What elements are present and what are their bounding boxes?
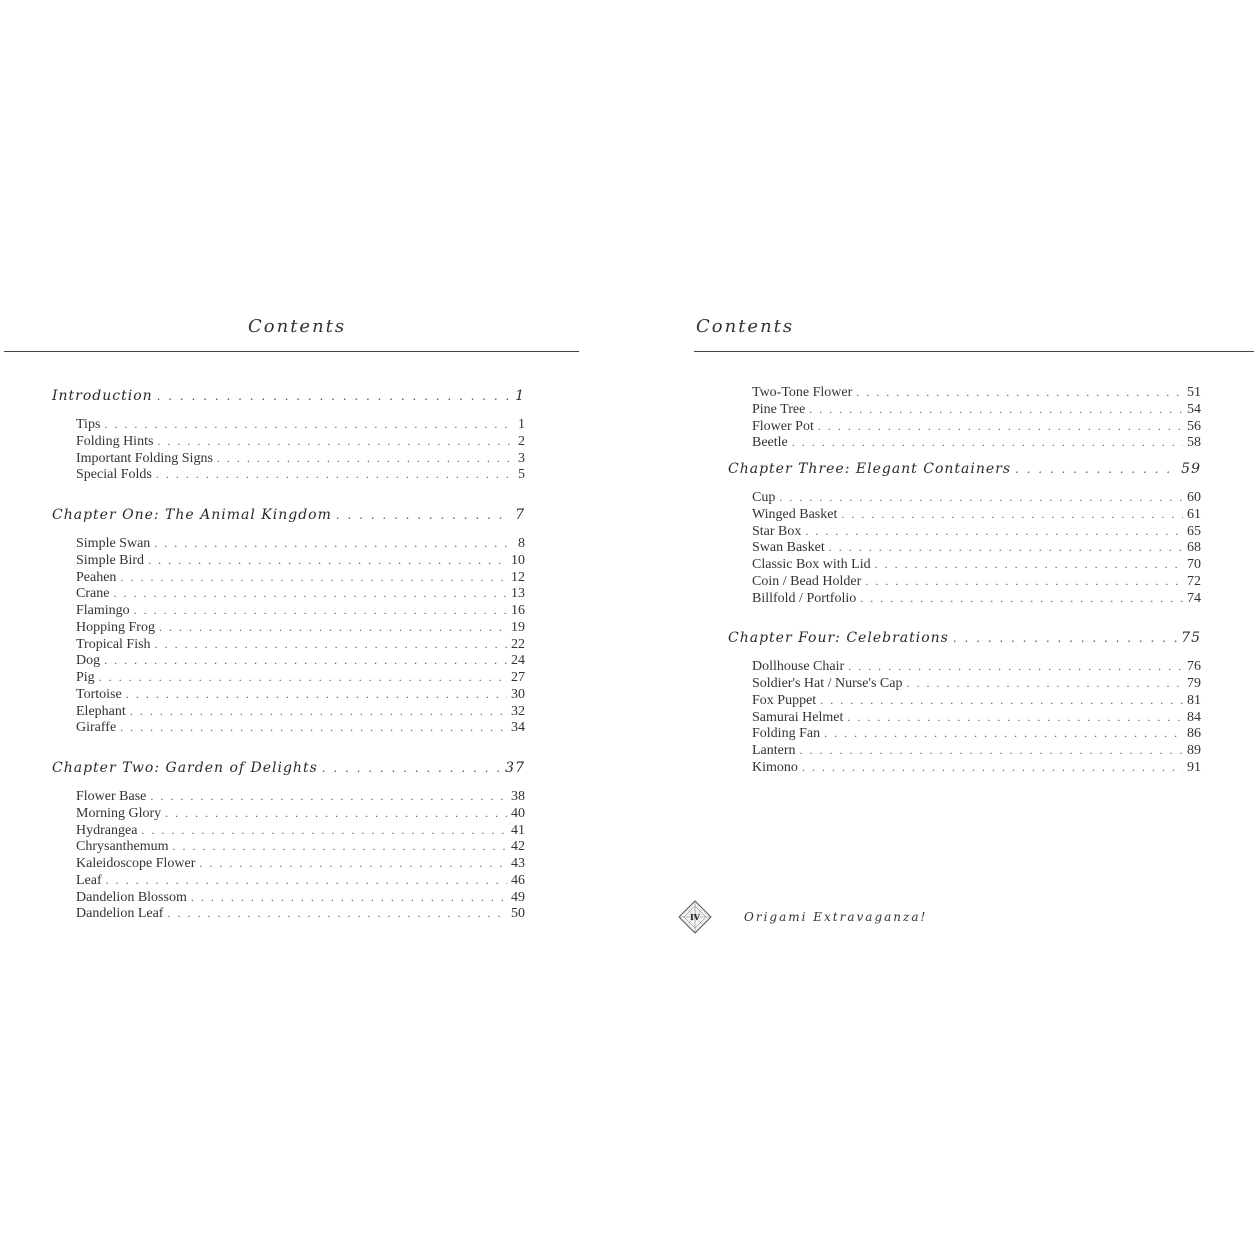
toc-entry-page-number: 34 bbox=[511, 720, 525, 736]
toc-entry-label: Swan Basket bbox=[752, 540, 825, 556]
toc-entry-label: Leaf bbox=[76, 872, 102, 888]
book-title: Origami Extravaganza! bbox=[744, 910, 928, 924]
toc-entry-page-number: 12 bbox=[511, 569, 525, 585]
left-page-header: Contents bbox=[248, 316, 347, 337]
toc-entry[interactable] bbox=[76, 652, 525, 669]
toc-entry-label: Kimono bbox=[752, 759, 798, 775]
dot-leader bbox=[157, 433, 514, 450]
toc-entry-page-number: 41 bbox=[511, 822, 525, 838]
chapter-heading[interactable] bbox=[52, 756, 525, 780]
dot-leader bbox=[191, 889, 507, 906]
toc-entry-label: Flower Pot bbox=[752, 418, 814, 434]
toc-entry-page-number: 50 bbox=[511, 906, 525, 922]
toc-entry[interactable] bbox=[752, 523, 1201, 540]
toc-entry-page-number: 3 bbox=[518, 450, 525, 466]
chapter-heading-label: Chapter Three: Elegant Containers bbox=[728, 461, 1012, 477]
right-page bbox=[628, 0, 1257, 1257]
toc-entry-label: Fox Puppet bbox=[752, 692, 817, 708]
toc-entry-page-number: 49 bbox=[511, 889, 525, 905]
dot-leader bbox=[104, 416, 514, 433]
dot-leader bbox=[802, 759, 1183, 776]
toc-entry-page-number: 89 bbox=[1187, 743, 1201, 758]
toc-entry[interactable] bbox=[752, 725, 1201, 742]
toc-entry[interactable] bbox=[76, 788, 525, 805]
dot-leader bbox=[848, 658, 1183, 675]
chapter-heading[interactable] bbox=[52, 384, 525, 408]
toc-entry[interactable] bbox=[76, 416, 525, 433]
page-number-badge bbox=[678, 900, 712, 934]
toc-entry-page-number: 32 bbox=[511, 703, 525, 719]
dot-leader bbox=[336, 503, 511, 527]
toc-entry-page-number: 27 bbox=[511, 670, 525, 685]
chapter-heading-label: Chapter Two: Garden of Delights bbox=[52, 760, 318, 776]
chapter-heading-page-number: 75 bbox=[1181, 630, 1201, 647]
dot-leader bbox=[779, 489, 1183, 506]
toc-entry-page-number: 13 bbox=[511, 586, 525, 602]
toc-entry-label: Billfold / Portfolio bbox=[752, 590, 857, 606]
spacer bbox=[52, 736, 525, 756]
toc-entry[interactable] bbox=[752, 489, 1201, 506]
left-toc bbox=[52, 384, 525, 922]
toc-entry-page-number: 56 bbox=[1187, 418, 1201, 434]
toc-entry-label: Star Box bbox=[752, 523, 802, 539]
toc-entry[interactable] bbox=[76, 669, 525, 686]
toc-entry-page-number: 22 bbox=[511, 636, 525, 652]
dot-leader bbox=[106, 872, 507, 889]
dot-leader bbox=[104, 652, 507, 669]
toc-entry[interactable] bbox=[752, 709, 1201, 726]
chapter-entries bbox=[52, 416, 525, 483]
chapter-entries bbox=[52, 788, 525, 922]
toc-entry-label: Simple Bird bbox=[76, 552, 145, 568]
toc-entry-label: Dandelion Leaf bbox=[76, 906, 164, 922]
toc-entry-label: Important Folding Signs bbox=[76, 450, 213, 466]
dot-leader bbox=[134, 602, 507, 619]
dot-leader bbox=[165, 805, 507, 822]
toc-entry-page-number: 19 bbox=[511, 619, 525, 635]
toc-entry[interactable] bbox=[76, 602, 525, 619]
toc-entry[interactable] bbox=[752, 539, 1201, 556]
toc-entry-page-number: 91 bbox=[1187, 759, 1201, 775]
toc-entry-page-number: 74 bbox=[1187, 590, 1201, 606]
dot-leader bbox=[99, 669, 507, 686]
toc-entry-page-number: 76 bbox=[1187, 659, 1201, 675]
toc-entry[interactable] bbox=[76, 855, 525, 872]
toc-entry[interactable] bbox=[76, 552, 525, 569]
left-header-rule bbox=[4, 351, 579, 352]
toc-entry-label: Hopping Frog bbox=[76, 619, 155, 635]
toc-entry-label: Cup bbox=[752, 490, 776, 505]
dot-leader bbox=[159, 619, 507, 636]
toc-entry[interactable] bbox=[752, 556, 1201, 573]
toc-entry-page-number: 61 bbox=[1187, 506, 1201, 522]
toc-entry-label: Pig bbox=[76, 670, 95, 685]
dot-leader bbox=[847, 709, 1183, 726]
toc-entry-label: Samurai Helmet bbox=[752, 709, 844, 725]
spacer bbox=[52, 408, 525, 416]
dot-leader bbox=[805, 523, 1183, 540]
dot-leader bbox=[860, 590, 1183, 607]
dot-leader bbox=[141, 822, 507, 839]
toc-entry-page-number: 84 bbox=[1187, 709, 1201, 725]
chapter-entries bbox=[52, 535, 525, 736]
toc-entry-label: Beetle bbox=[752, 435, 788, 451]
toc-entry[interactable] bbox=[76, 686, 525, 703]
toc-entry[interactable] bbox=[76, 889, 525, 906]
chapter-heading[interactable] bbox=[728, 457, 1201, 481]
toc-entry-page-number: 2 bbox=[518, 433, 525, 449]
toc-entry-page-number: 24 bbox=[511, 653, 525, 669]
dot-leader bbox=[120, 719, 507, 736]
toc-entry-label: Classic Box with Lid bbox=[752, 557, 871, 572]
dot-leader bbox=[150, 788, 507, 805]
dot-leader bbox=[841, 506, 1183, 523]
dot-leader bbox=[824, 725, 1183, 742]
chapter-heading-label: Chapter Four: Celebrations bbox=[728, 630, 949, 647]
toc-entry-label: Dandelion Blossom bbox=[76, 889, 187, 905]
toc-entry[interactable] bbox=[752, 590, 1201, 607]
toc-entry[interactable] bbox=[76, 822, 525, 839]
toc-entry[interactable] bbox=[752, 742, 1201, 759]
toc-entry[interactable] bbox=[752, 658, 1201, 675]
toc-entry[interactable] bbox=[76, 805, 525, 822]
toc-entry[interactable] bbox=[76, 619, 525, 636]
toc-entry-label: Dollhouse Chair bbox=[752, 659, 845, 675]
dot-leader bbox=[1015, 457, 1177, 481]
dot-leader bbox=[856, 384, 1183, 401]
toc-entry[interactable] bbox=[752, 692, 1201, 709]
right-page-header: Contents bbox=[696, 316, 795, 337]
toc-entry[interactable] bbox=[752, 506, 1201, 523]
right-sections bbox=[728, 457, 1201, 776]
toc-entry-page-number: 46 bbox=[511, 872, 525, 888]
toc-entry[interactable] bbox=[752, 675, 1201, 692]
dot-leader bbox=[167, 905, 507, 922]
toc-entry[interactable] bbox=[76, 466, 525, 483]
toc-entry-page-number: 86 bbox=[1187, 726, 1201, 742]
toc-entry-page-number: 30 bbox=[511, 686, 525, 702]
toc-entry-label: Soldier's Hat / Nurse's Cap bbox=[752, 676, 903, 691]
chapter-heading[interactable] bbox=[52, 503, 525, 527]
toc-entry-page-number: 58 bbox=[1187, 435, 1201, 451]
toc-entry-label: Hydrangea bbox=[76, 822, 138, 838]
toc-entry-label: Flower Base bbox=[76, 789, 147, 804]
toc-entry-page-number: 70 bbox=[1187, 557, 1201, 572]
toc-entry-label: Crane bbox=[76, 586, 110, 602]
toc-entry[interactable] bbox=[76, 703, 525, 720]
toc-entry-label: Two-Tone Flower bbox=[752, 385, 853, 400]
chapter-heading-label: Chapter One: The Animal Kingdom bbox=[52, 507, 332, 523]
toc-entry[interactable] bbox=[752, 418, 1201, 435]
dot-leader bbox=[157, 384, 511, 408]
toc-entry-page-number: 81 bbox=[1187, 692, 1201, 708]
toc-entry-label: Folding Fan bbox=[752, 726, 821, 742]
toc-entry-label: Winged Basket bbox=[752, 506, 838, 522]
toc-entry-page-number: 40 bbox=[511, 805, 525, 821]
toc-entry[interactable] bbox=[76, 872, 525, 889]
toc-entry-page-number: 60 bbox=[1187, 490, 1201, 505]
chapter-heading-page-number: 1 bbox=[515, 388, 525, 404]
toc-entry-label: Elephant bbox=[76, 703, 126, 719]
dot-leader bbox=[120, 569, 507, 586]
dot-leader bbox=[820, 692, 1183, 709]
toc-entry-label: Simple Swan bbox=[76, 536, 151, 551]
toc-entry-page-number: 16 bbox=[511, 603, 525, 618]
toc-entry-page-number: 54 bbox=[1187, 401, 1201, 417]
toc-entry[interactable] bbox=[76, 719, 525, 736]
spacer bbox=[52, 527, 525, 535]
toc-entry-label: Morning Glory bbox=[76, 805, 162, 821]
dot-leader bbox=[818, 418, 1183, 435]
toc-entry[interactable] bbox=[76, 585, 525, 602]
dot-leader bbox=[126, 686, 507, 703]
dot-leader bbox=[217, 450, 514, 467]
dot-leader bbox=[322, 756, 501, 780]
dot-leader bbox=[865, 573, 1183, 590]
toc-entry-label: Coin / Bead Holder bbox=[752, 573, 862, 589]
spacer bbox=[52, 483, 525, 503]
toc-entry[interactable] bbox=[752, 573, 1201, 590]
dot-leader bbox=[953, 626, 1177, 650]
spacer bbox=[728, 606, 1201, 626]
toc-entry[interactable] bbox=[752, 434, 1201, 451]
toc-entry[interactable] bbox=[752, 401, 1201, 418]
toc-entry[interactable] bbox=[76, 838, 525, 855]
left-page bbox=[0, 0, 628, 1257]
chapter-heading-page-number: 7 bbox=[515, 507, 525, 523]
toc-entry-page-number: 65 bbox=[1187, 523, 1201, 539]
toc-entry-label: Kaleidoscope Flower bbox=[76, 856, 196, 871]
toc-entry-page-number: 72 bbox=[1187, 573, 1201, 589]
toc-entry[interactable] bbox=[76, 535, 525, 552]
toc-entry-label: Tips bbox=[76, 417, 101, 432]
dot-leader bbox=[199, 855, 507, 872]
toc-entry[interactable] bbox=[76, 450, 525, 467]
chapter-heading-page-number: 59 bbox=[1181, 461, 1201, 477]
toc-entry[interactable] bbox=[76, 636, 525, 653]
dot-leader bbox=[148, 552, 507, 569]
toc-entry-page-number: 5 bbox=[518, 467, 525, 483]
chapter-entries bbox=[728, 658, 1201, 775]
toc-entry-page-number: 10 bbox=[511, 552, 525, 568]
continued-entries bbox=[728, 384, 1201, 451]
toc-entry[interactable] bbox=[76, 569, 525, 586]
dot-leader bbox=[829, 539, 1183, 556]
toc-entry-label: Folding Hints bbox=[76, 433, 154, 449]
toc-entry-page-number: 42 bbox=[511, 839, 525, 855]
spacer bbox=[52, 780, 525, 788]
toc-entry-label: Peahen bbox=[76, 569, 117, 585]
spacer bbox=[728, 650, 1201, 658]
page-footer bbox=[678, 900, 927, 934]
dot-leader bbox=[113, 585, 507, 602]
chapter-heading-page-number: 37 bbox=[505, 760, 525, 776]
toc-entry-page-number: 1 bbox=[518, 417, 525, 432]
page-numeral: IV bbox=[690, 912, 700, 922]
dot-leader bbox=[173, 838, 507, 855]
dot-leader bbox=[875, 556, 1183, 573]
toc-entry-label: Giraffe bbox=[76, 720, 117, 736]
toc-entry[interactable] bbox=[752, 384, 1201, 401]
dot-leader bbox=[906, 675, 1183, 692]
toc-entry-page-number: 38 bbox=[511, 789, 525, 804]
toc-entry-label: Flamingo bbox=[76, 603, 130, 618]
toc-entry-label: Pine Tree bbox=[752, 401, 806, 417]
toc-entry[interactable] bbox=[76, 905, 525, 922]
dot-leader bbox=[154, 535, 514, 552]
dot-leader bbox=[130, 703, 507, 720]
right-header-rule bbox=[694, 351, 1254, 352]
dot-leader bbox=[809, 401, 1183, 418]
chapter-heading-label: Introduction bbox=[52, 388, 153, 404]
toc-entry-page-number: 51 bbox=[1187, 385, 1201, 400]
toc-entry-label: Tortoise bbox=[76, 686, 122, 702]
toc-entry-label: Chrysanthemum bbox=[76, 839, 169, 855]
dot-leader bbox=[800, 742, 1183, 759]
toc-entry[interactable] bbox=[752, 759, 1201, 776]
toc-entry-label: Dog bbox=[76, 653, 101, 669]
right-toc bbox=[728, 384, 1201, 776]
toc-entry-page-number: 68 bbox=[1187, 540, 1201, 556]
toc-entry-page-number: 43 bbox=[511, 856, 525, 871]
toc-entry[interactable] bbox=[76, 433, 525, 450]
spacer bbox=[728, 481, 1201, 489]
chapter-entries bbox=[728, 489, 1201, 606]
toc-entry-page-number: 79 bbox=[1187, 676, 1201, 691]
dot-leader bbox=[792, 434, 1183, 451]
dot-leader bbox=[156, 466, 514, 483]
toc-entry-page-number: 8 bbox=[518, 536, 525, 551]
toc-entry-label: Tropical Fish bbox=[76, 636, 151, 652]
toc-entry-label: Lantern bbox=[752, 743, 796, 758]
toc-entry-label: Special Folds bbox=[76, 467, 152, 483]
dot-leader bbox=[155, 636, 507, 653]
chapter-heading[interactable] bbox=[728, 626, 1201, 650]
